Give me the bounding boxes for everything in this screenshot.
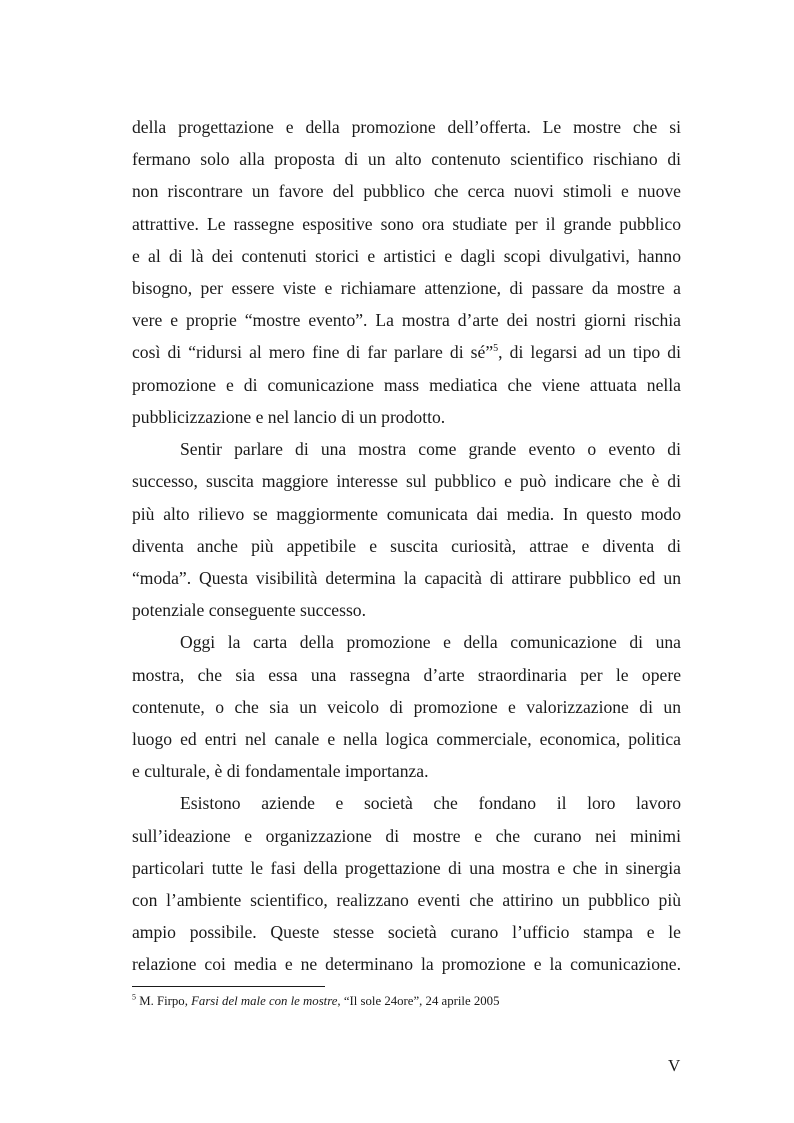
body-line: “moda”. Questa visibilità determina la capacità di attirare pubblico ed un [132,568,681,588]
body-line: non riscontrare un favore del pubblico che cerca nuovi stimoli e nuove [132,181,681,201]
body-line: contenute, o che sia un veicolo di promozione e valorizzazione di un [132,697,681,717]
body-text: , di legarsi ad un tipo di [498,342,681,362]
body-line: e culturale, è di fondamentale importanza. [132,761,429,781]
footnote [132,993,499,1009]
body-line: ampio possibile. Queste stesse società curano l’ufficio stampa e le [132,922,681,942]
body-line: particolari tutte le fasi della progettazione di una mostra e che in sinergia [132,858,681,878]
body-line: potenziale conseguente successo. [132,600,367,620]
body-line: successo, suscita maggiore interesse sul pubblico e può indicare che è di [132,471,681,491]
footnote-source: , “Il sole 24ore”, 24 aprile 2005 [337,994,500,1008]
footnote-title: Farsi del male con le mostre [191,994,338,1008]
body-line: attrattive. Le rassegne espositive sono ora studiate per il grande pubblico [132,214,681,234]
footnote-number: 5 [132,992,136,1002]
body-line-with-footnote-ref [132,341,681,363]
body-line: più alto rilievo se maggiormente comunicata dai media. In questo modo [132,504,681,524]
footnote-reference: 5 [493,343,499,355]
body-line: relazione coi media e ne determinano la promozione e la comunicazione. [132,954,681,974]
body-text: così di “ridursi al mero fine di far parlare di sé” [132,342,494,362]
body-line: sull’ideazione e organizzazione di mostre e che curano nei minimi [132,826,681,846]
body-line: Esistono aziende e società che fondano il loro lavoro [180,793,681,813]
body-line: e al di là dei contenuti storici e artistici e dagli scopi divulgativi, hanno [132,246,681,266]
body-line: della progettazione e della promozione dell’offerta. Le mostre che si [132,117,681,137]
body-line: pubblicizzazione e nel lancio di un prodotto. [132,407,446,427]
body-line: promozione e di comunicazione mass mediatica che viene attuata nella [132,375,681,395]
body-line: Sentir parlare di una mostra come grande evento o evento di [180,439,681,459]
body-line: fermano solo alla proposta di un alto contenuto scientifico rischiano di [132,149,681,169]
body-line: luogo ed entri nel canale e nella logica commerciale, economica, politica [132,729,681,749]
footnote-author: M. Firpo, [136,994,192,1008]
body-line: Oggi la carta della promozione e della comunicazione di una [180,632,681,652]
footnote-separator [132,986,325,987]
body-line: vere e proprie “mostre evento”. La mostra d’arte dei nostri giorni rischia [132,310,681,330]
body-line: diventa anche più appetibile e suscita curiosità, attrae e diventa di [132,536,681,556]
body-line: bisogno, per essere viste e richiamare attenzione, di passare da mostre a [132,278,681,298]
page-number: V [668,1056,681,1075]
body-line: mostra, che sia essa una rassegna d’arte straordinaria per le opere [132,665,681,685]
body-line: con l’ambiente scientifico, realizzano eventi che attirino un pubblico più [132,890,681,910]
